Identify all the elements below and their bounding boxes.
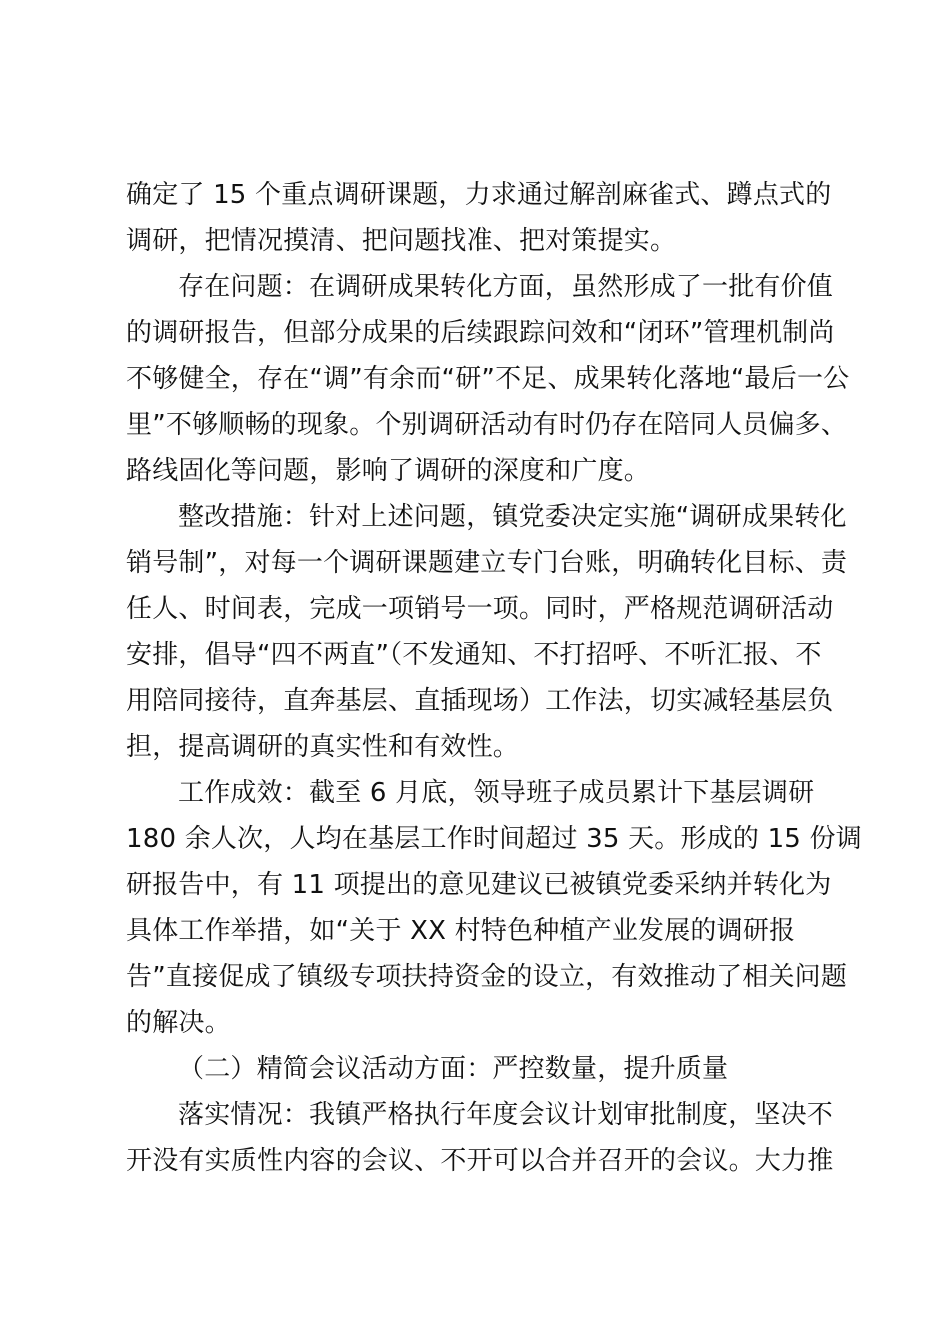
text-line: 的解决。 <box>126 1008 231 1038</box>
text-line: 销号制”，对每一个调研课题建立专门台账，明确转化目标、责 <box>126 548 848 578</box>
text-line: 任人、时间表，完成一项销号一项。同时，严格规范调研活动 <box>126 594 834 624</box>
section-heading: （二）精简会议活动方面：严控数量，提升质量 <box>178 1054 729 1084</box>
text-line: 里”不够顺畅的现象。个别调研活动有时仍存在陪同人员偏多、 <box>126 410 848 440</box>
paragraph-start-line: 存在问题：在调研成果转化方面，虽然形成了一批有价值 <box>178 272 834 302</box>
text-line: 180 余人次，人均在基层工作时间超过 35 天。形成的 15 份调 <box>126 824 862 854</box>
text-line: 调研，把情况摸清、把问题找准、把对策提实。 <box>126 226 677 256</box>
text-line: 安排，倡导“四不两直”（不发通知、不打招呼、不听汇报、不 <box>126 640 822 670</box>
text-line: 的调研报告，但部分成果的后续跟踪问效和“闭环”管理机制尚 <box>126 318 835 348</box>
text-line: 用陪同接待，直奔基层、直插现场）工作法，切实减轻基层负 <box>126 686 834 716</box>
text-line: 告”直接促成了镇级专项扶持资金的设立，有效推动了相关问题 <box>126 962 848 992</box>
text-line: 开没有实质性内容的会议、不开可以合并召开的会议。大力推 <box>126 1146 834 1176</box>
paragraph-start-line: 整改措施：针对上述问题，镇党委决定实施“调研成果转化 <box>178 502 847 532</box>
text-line: 不够健全，存在“调”有余而“研”不足、成果转化落地“最后一公 <box>126 364 850 394</box>
paragraph-start-line: 工作成效：截至 6 月底，领导班子成员累计下基层调研 <box>178 778 815 808</box>
text-line: 研报告中，有 11 项提出的意见建议已被镇党委采纳并转化为 <box>126 870 832 900</box>
text-line: 具体工作举措，如“关于 XX 村特色种植产业发展的调研报 <box>126 916 796 946</box>
paragraph-start-line: 落实情况：我镇严格执行年度会议计划审批制度，坚决不 <box>178 1100 834 1130</box>
text-line: 担，提高调研的真实性和有效性。 <box>126 732 520 762</box>
text-line: 路线固化等问题，影响了调研的深度和广度。 <box>126 456 651 486</box>
text-line: 确定了 15 个重点调研课题，力求通过解剖麻雀式、蹲点式的 <box>126 180 832 210</box>
document-body <box>126 172 862 1184</box>
